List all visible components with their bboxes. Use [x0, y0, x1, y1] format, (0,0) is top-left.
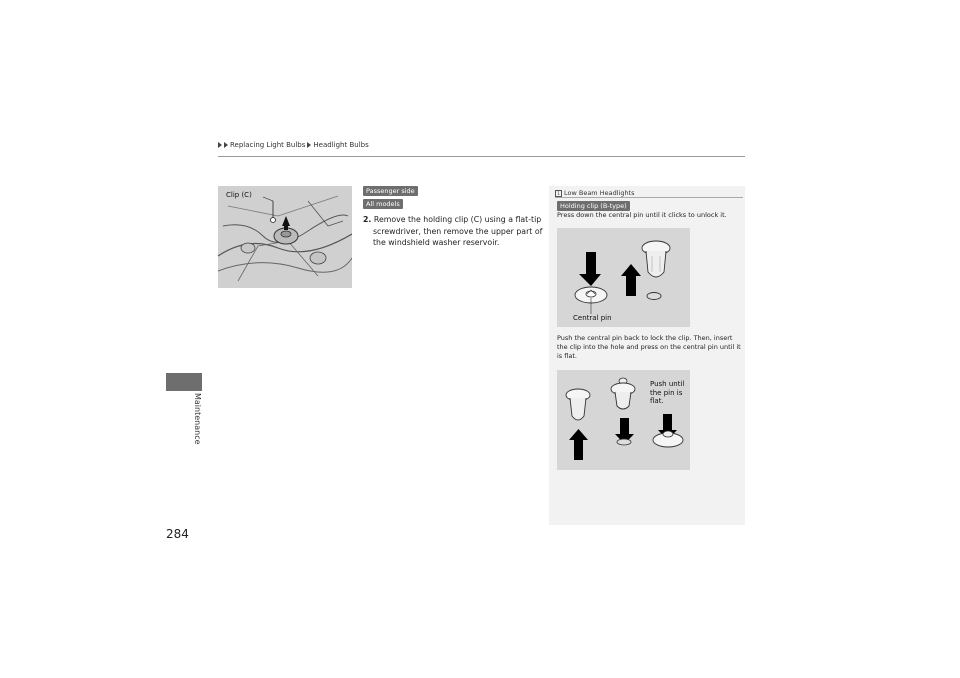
- step-number: 2.: [363, 215, 372, 224]
- note-divider: [555, 197, 743, 198]
- note-title-text: Low Beam Headlights: [564, 189, 635, 197]
- central-pin-label: Central pin: [573, 314, 612, 322]
- section-label: Maintenance: [193, 393, 202, 445]
- label-line: Push until: [650, 380, 685, 388]
- clip-c-label: Clip (C): [226, 191, 252, 199]
- chevron-right-icon: [224, 142, 228, 148]
- note-title: [555, 189, 635, 197]
- holding-clip-tag: Holding clip (B-type): [557, 201, 630, 211]
- chevron-right-icon: [218, 142, 222, 148]
- push-until-flat-label: [650, 380, 692, 406]
- step-text-line: the windshield washer reservoir.: [373, 238, 500, 247]
- step-text-line: Remove the holding clip (C) using a flat-tip: [373, 215, 542, 224]
- label-line: flat.: [650, 397, 664, 405]
- step-text-line: screwdriver, then remove the upper part of: [373, 226, 543, 236]
- note-text: Push the central pin back to lock the clip. Then, insert the clip into the hole and press on the central pin until it is flat.: [557, 334, 741, 360]
- step-2: [363, 214, 543, 249]
- header-divider: [218, 156, 745, 157]
- section-tab[interactable]: [166, 373, 202, 391]
- clip-unlock-diagram: [557, 228, 690, 327]
- label-line: the pin is: [650, 388, 683, 397]
- all-models-tag: All models: [363, 199, 403, 209]
- passenger-side-tag: Passenger side: [363, 186, 418, 196]
- breadcrumb-item[interactable]: Headlight Bulbs: [313, 141, 369, 149]
- note-text: Press down the central pin until it clicks to unlock it.: [557, 211, 727, 219]
- chevron-right-icon: [307, 142, 311, 148]
- note-icon: 1: [555, 190, 562, 197]
- breadcrumb-item[interactable]: Replacing Light Bulbs: [230, 141, 306, 149]
- page-number: 284: [166, 527, 189, 541]
- breadcrumb: [218, 141, 369, 149]
- engine-photo: [218, 186, 352, 288]
